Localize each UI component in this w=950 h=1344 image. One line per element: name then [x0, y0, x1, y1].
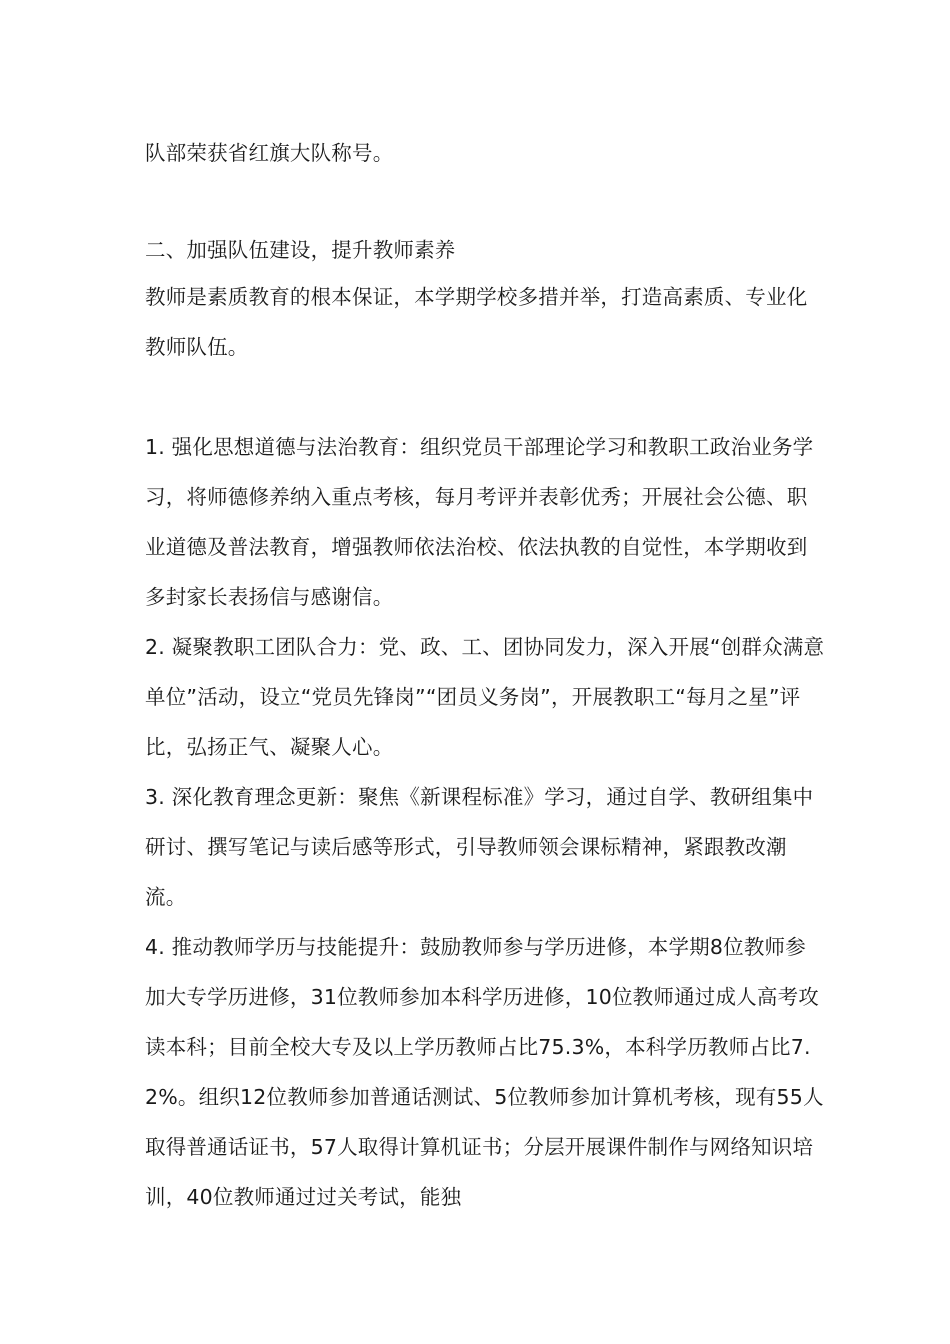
- continuation-line: 队部荣获省红旗大队称号。: [145, 141, 394, 165]
- section-heading: 二、加强队伍建设，提升教师素养: [145, 238, 456, 262]
- document-body: [145, 128, 825, 1222]
- intro-paragraph: 教师是素质教育的根本保证，本学期学校多措并举，打造高素质、专业化教师队伍。: [145, 285, 808, 359]
- list-item-1: 1. 强化思想道德与法治教育：组织党员干部理论学习和教职工政治业务学习，将师德修养纳入重点考核，每月考评并表彰优秀；开展社会公德、职业道德及普法教育，增强教师依法治校、依法执教的自觉性，本学期收到多封家长表扬信与感谢信。: [145, 435, 814, 609]
- list-item-4: 4. 推动教师学历与技能提升：鼓励教师参与学历进修，本学期8位教师参加大专学历进修，31位教师参加本科学历进修，10位教师通过成人高考攻读本科；目前全校大专及以上学历教师占比75.3%，本科学历教师占比7.2%。组织12位教师参加普通话测试、5位教师参加计算机考核，现有55人取得普通话证书，57人取得计算机证书；分层开展课件制作与网络知识培训，40位教师通过过关考试，能独: [145, 935, 824, 1209]
- paragraph-gap: [145, 178, 825, 228]
- list-item-3: 3. 深化教育理念更新：聚焦《新课程标准》学习，通过自学、教研组集中研讨、撰写笔记与读后感等形式，引导教师领会课标精神，紧跟教改潮流。: [145, 785, 814, 909]
- list-item-2: 2. 凝聚教职工团队合力：党、政、工、团协同发力，深入开展“创群众满意单位”活动，设立“党员先锋岗”“团员义务岗”，开展教职工“每月之星”评比，弘扬正气、凝聚人心。: [145, 635, 825, 759]
- paragraph-gap: [145, 372, 825, 420]
